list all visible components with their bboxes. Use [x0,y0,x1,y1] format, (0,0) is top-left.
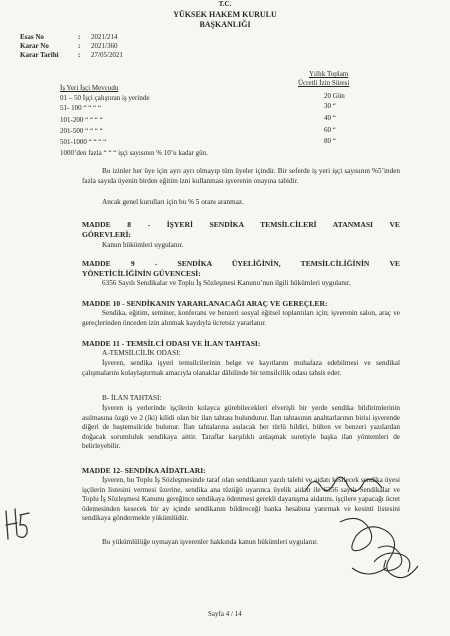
meta-sep-karar: : [78,42,81,50]
article-12-body-2: Bu yükümlülüğe uymayan işverenler hakkında kanun hükümleri uygulanır. [102,538,318,546]
table-row-range: 501-1000 “ “ “ “ [60,138,107,146]
article-8-body: Kanun hükümleri uygulanır. [102,241,184,249]
paragraph-general-assembly: Ancak genel kurulları için bu % 5 oranı aranmaz. [102,198,244,206]
table-row-range: 51- 100 “ “ “ “ [60,104,102,112]
meta-value-karar: 2021/360 [91,42,118,50]
article-11-heading: MADDE 11 - TEMSİLCİ ODASI VE İLAN TAHTASI: [82,339,261,348]
meta-sep-tarih: : [78,51,81,59]
table-row-range: 01 – 50 İşçi çalıştıran iş yerinde [60,94,150,102]
meta-label-tarih: Karar Tarihi [20,51,59,59]
header-tc: T.C. [218,0,232,8]
article-8-heading-line1: MADDE 8 - İŞYERİ SENDİKA TEMSİLCİLERİ ATANMASI VE [82,220,400,229]
article-8-heading-line2: GÖREVLERİ: [82,230,131,239]
meta-label-esas: Esas No [20,33,44,41]
signature-scribble-small [372,540,412,580]
article-11-sub-b: B- İLAN TAHTASI: [102,394,162,402]
article-12-heading: MADDE 12- SENDİKA AİDATLARI: [82,466,206,475]
table-col2-header-1: Yıllık Toplam [309,70,349,78]
table-row-range: 1000’den fazla “ “ “ işçi sayısının % 10’u kadar gün. [60,149,208,157]
table-row-days: 60 “ [324,126,336,134]
handwritten-margin-mark [2,505,32,545]
meta-label-karar: Karar No [20,42,49,50]
header-presidency: BAŞKANLIĞI [199,20,251,29]
table-row-days: 80 “ [324,137,336,145]
page-number: Sayfa 4 / 14 [208,610,242,618]
meta-value-esas: 2021/214 [91,33,118,41]
meta-sep-esas: : [78,33,81,41]
table-col2-header-2: Ücretli İzin Süresi [298,79,350,87]
meta-value-tarih: 27/05/2021 [91,51,123,59]
article-12-body: İşveren, bu Toplu İş Sözleşmesinde taraf olan sendikanın yazılı talebi ve aidatı kesilecek sendika üyesi işçilerin listesini vermesi üzerine, sendika ana tüzüğü uyarınca üyelik aidatı ile 6356 sayılı Sendikalar ve Toplu İş Sözleşmesi Kanunu gereğince sendikaya ödenmesi gerekli dayanışma aidatını, işçilere yapacağı ücret ödemesinden kesecek bir ay içinde sendikanın bildireceği banka hesabına yatırmak ve kesinti listesini sendikaya göndermekle yükümlüdür. [82,476,400,523]
article-11-sub-a: A-TEMSİLCİLİK ODASI: [102,349,181,357]
table-col1-header: İş Yeri İşçi Mevcudu [60,84,119,92]
paragraph-education-leave: Bu izinler her üye için ayrı ayrı olmayıp tüm üyeler içindir. Bir seferde iş yeri işçi sayısının %5’inden fazla sayıda üyenin birden eğitim izni kullanması işverenin onayına tabidir. [82,167,400,185]
article-10-heading: MADDE 10 - SENDİKANIN YARARLANACAĞI ARAÇ VE GEREÇLER: [82,299,328,308]
article-11-body-b: İşveren iş yerlerinde işçilerin kolayca görebilecekleri elverişli bir yerde sendika bildirimlerinin asılmasına özgü ve 2 (iki) kilidi olan bir ilan tahtası bulundurur. İlan tahtasının anahtarlarının birisi işverende diğeri de baştemsilcide bulunur. İlan tahtalarına asılacak her türlü bildiri, bülten ve benzeri yazılardan doğacak sorumluluk sendikaya aittir. Taraflar karşılıklı anlaşmak suretiyle başka ilan yöntemleri de belirleyebilir. [82,404,400,451]
table-row-range: 101-200 “ “ “ “ [60,116,103,124]
article-9-heading-line2: YÖNETİCİLİĞİNİN GÜVENCESİ: [82,269,201,278]
table-row-days: 30 “ [324,102,336,110]
header-board: YÜKSEK HAKEM KURULU [173,10,277,19]
table-row-range: 201-500 “ “ “ “ [60,127,103,135]
table-row-days: 40 “ [324,114,336,122]
article-9-heading-line1: MADDE 9 - SENDİKA ÜYELİĞİNİN, TEMSİLCİLİĞİNİN VE [82,259,400,268]
article-9-body: 6356 Sayılı Sendikalar ve Toplu İş Sözleşmesi Kanunu’nun ilgili hükümleri uygulanır. [102,279,351,287]
article-11-body-a: İşveren, sendika işyeri temsilcilerinin belge ve kayıtlarını muhafaza edebilmesi ve sendikal çalışmalarını kolaylaştırmak amacıyla olanaklar dâhilinde bir temsilcilik odası tahsis eder. [82,359,400,377]
table-row-days: 20 Gün [324,92,345,100]
signature-scribble-top [300,470,390,500]
article-10-body: Sendika, eğitim, seminer, konferans ve benzeri sosyal eğitsel toplantıları için; işverenin salon, araç ve gereçlerinden önceden izin alınmak kaydıyla ücretsiz yararlanır. [82,309,400,327]
